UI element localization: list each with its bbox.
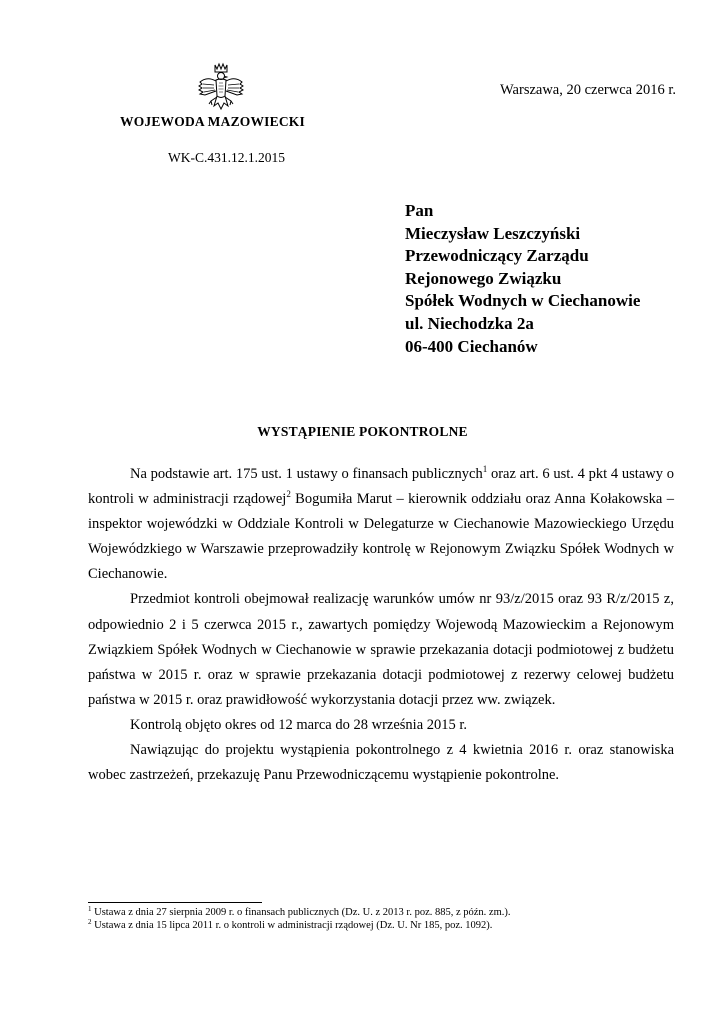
- place-and-date: Warszawa, 20 czerwca 2016 r.: [500, 82, 676, 98]
- footnote-ref: 2: [286, 489, 291, 500]
- footnotes: [88, 907, 688, 932]
- addressee-block: [405, 200, 640, 358]
- addressee-line: Przewodniczący Zarządu: [405, 246, 589, 266]
- paragraph-text: Bogumiła Marut – kierownik oddziału oraz Anna Kołakowska – inspektor wojewódzki w Oddziale Kontroli w Delegaturze w Ciechanowie Mazowieckiego Urzędu Wojewódzkiego w Warszawie przeprowadziły kontrolę w Rejonowym Związku Spółek Wodnych w Ciechanowie.: [88, 491, 674, 583]
- footnote-separator: [88, 902, 262, 903]
- footnote-ref: 1: [482, 464, 488, 474]
- addressee-line: 06-400 Ciechanów: [405, 336, 538, 356]
- addressee-line: Spółek Wodnych w Ciechanowie: [405, 291, 641, 311]
- footnote-text: Ustawa z dnia 15 lipca 2011 r. o kontroli w administracji rządowej (Dz. U. Nr 185, poz. 1092).: [91, 919, 493, 931]
- issuing-authority: WOJEWODA MAZOWIECKI: [120, 114, 305, 129]
- addressee-line: Mieczysław Leszczyński: [405, 223, 581, 243]
- footnote-mark: 2: [88, 917, 92, 926]
- paragraph-text: oraz art. 6 ust. 4 pkt 4 ustawy o kontroli w administracji rządowej: [88, 466, 674, 508]
- document-title: WYSTĄPIENIE POKONTROLNE: [257, 424, 468, 439]
- paragraph-conclusion: Nawiązując do projektu wystąpienia pokontrolnego z 4 kwietnia 2016 r. oraz stanowiska wobec zastrzeżeń, przekazuję Panu Przewodniczącemu wystąpienie pokontrolne.: [88, 742, 674, 784]
- footnote-mark: 1: [88, 905, 92, 913]
- paragraph-period: Kontrolą objęto okres od 12 marca do 28 września 2015 r.: [130, 716, 468, 733]
- reference-number: WK-C.431.12.1.2015: [168, 150, 285, 165]
- paragraph-legal-basis: [88, 462, 674, 587]
- addressee-line: Rejonowego Związku: [405, 268, 562, 288]
- footnote: [88, 917, 688, 933]
- document-body: [88, 462, 674, 788]
- footnote: [88, 907, 688, 920]
- paragraph-subject: Przedmiot kontroli obejmował realizację warunków umów nr 93/z/2015 oraz 93 R/z/2015 z, odpowiednio 2 i 5 czerwca 2015 r., zawartych pomiędzy Wojewodą Mazowieckim a Rejonowym Związkiem Spółek Wodnych w Ciechanowie w sprawie przekazania dotacji podmiotowej z budżetu państwa w 2015 r. oraz w sprawie przekazania dotacji podmiotowej z rezerwy celowej budżetu państwa w 2015 r. oraz prawidłowość wykorzystania dotacji przez ww. związek.: [88, 591, 674, 708]
- polish-eagle-icon: [197, 62, 245, 116]
- addressee-line: ul. Niechodzka 2a: [405, 313, 534, 333]
- paragraph-text: Na podstawie art. 175 ust. 1 ustawy o finansach publicznych: [130, 466, 483, 482]
- footnote-text: Ustawa z dnia 27 sierpnia 2009 r. o finansach publicznych (Dz. U. z 2013 r. poz. 885, z późn. zm.).: [91, 907, 511, 918]
- addressee-line: Pan: [405, 201, 434, 220]
